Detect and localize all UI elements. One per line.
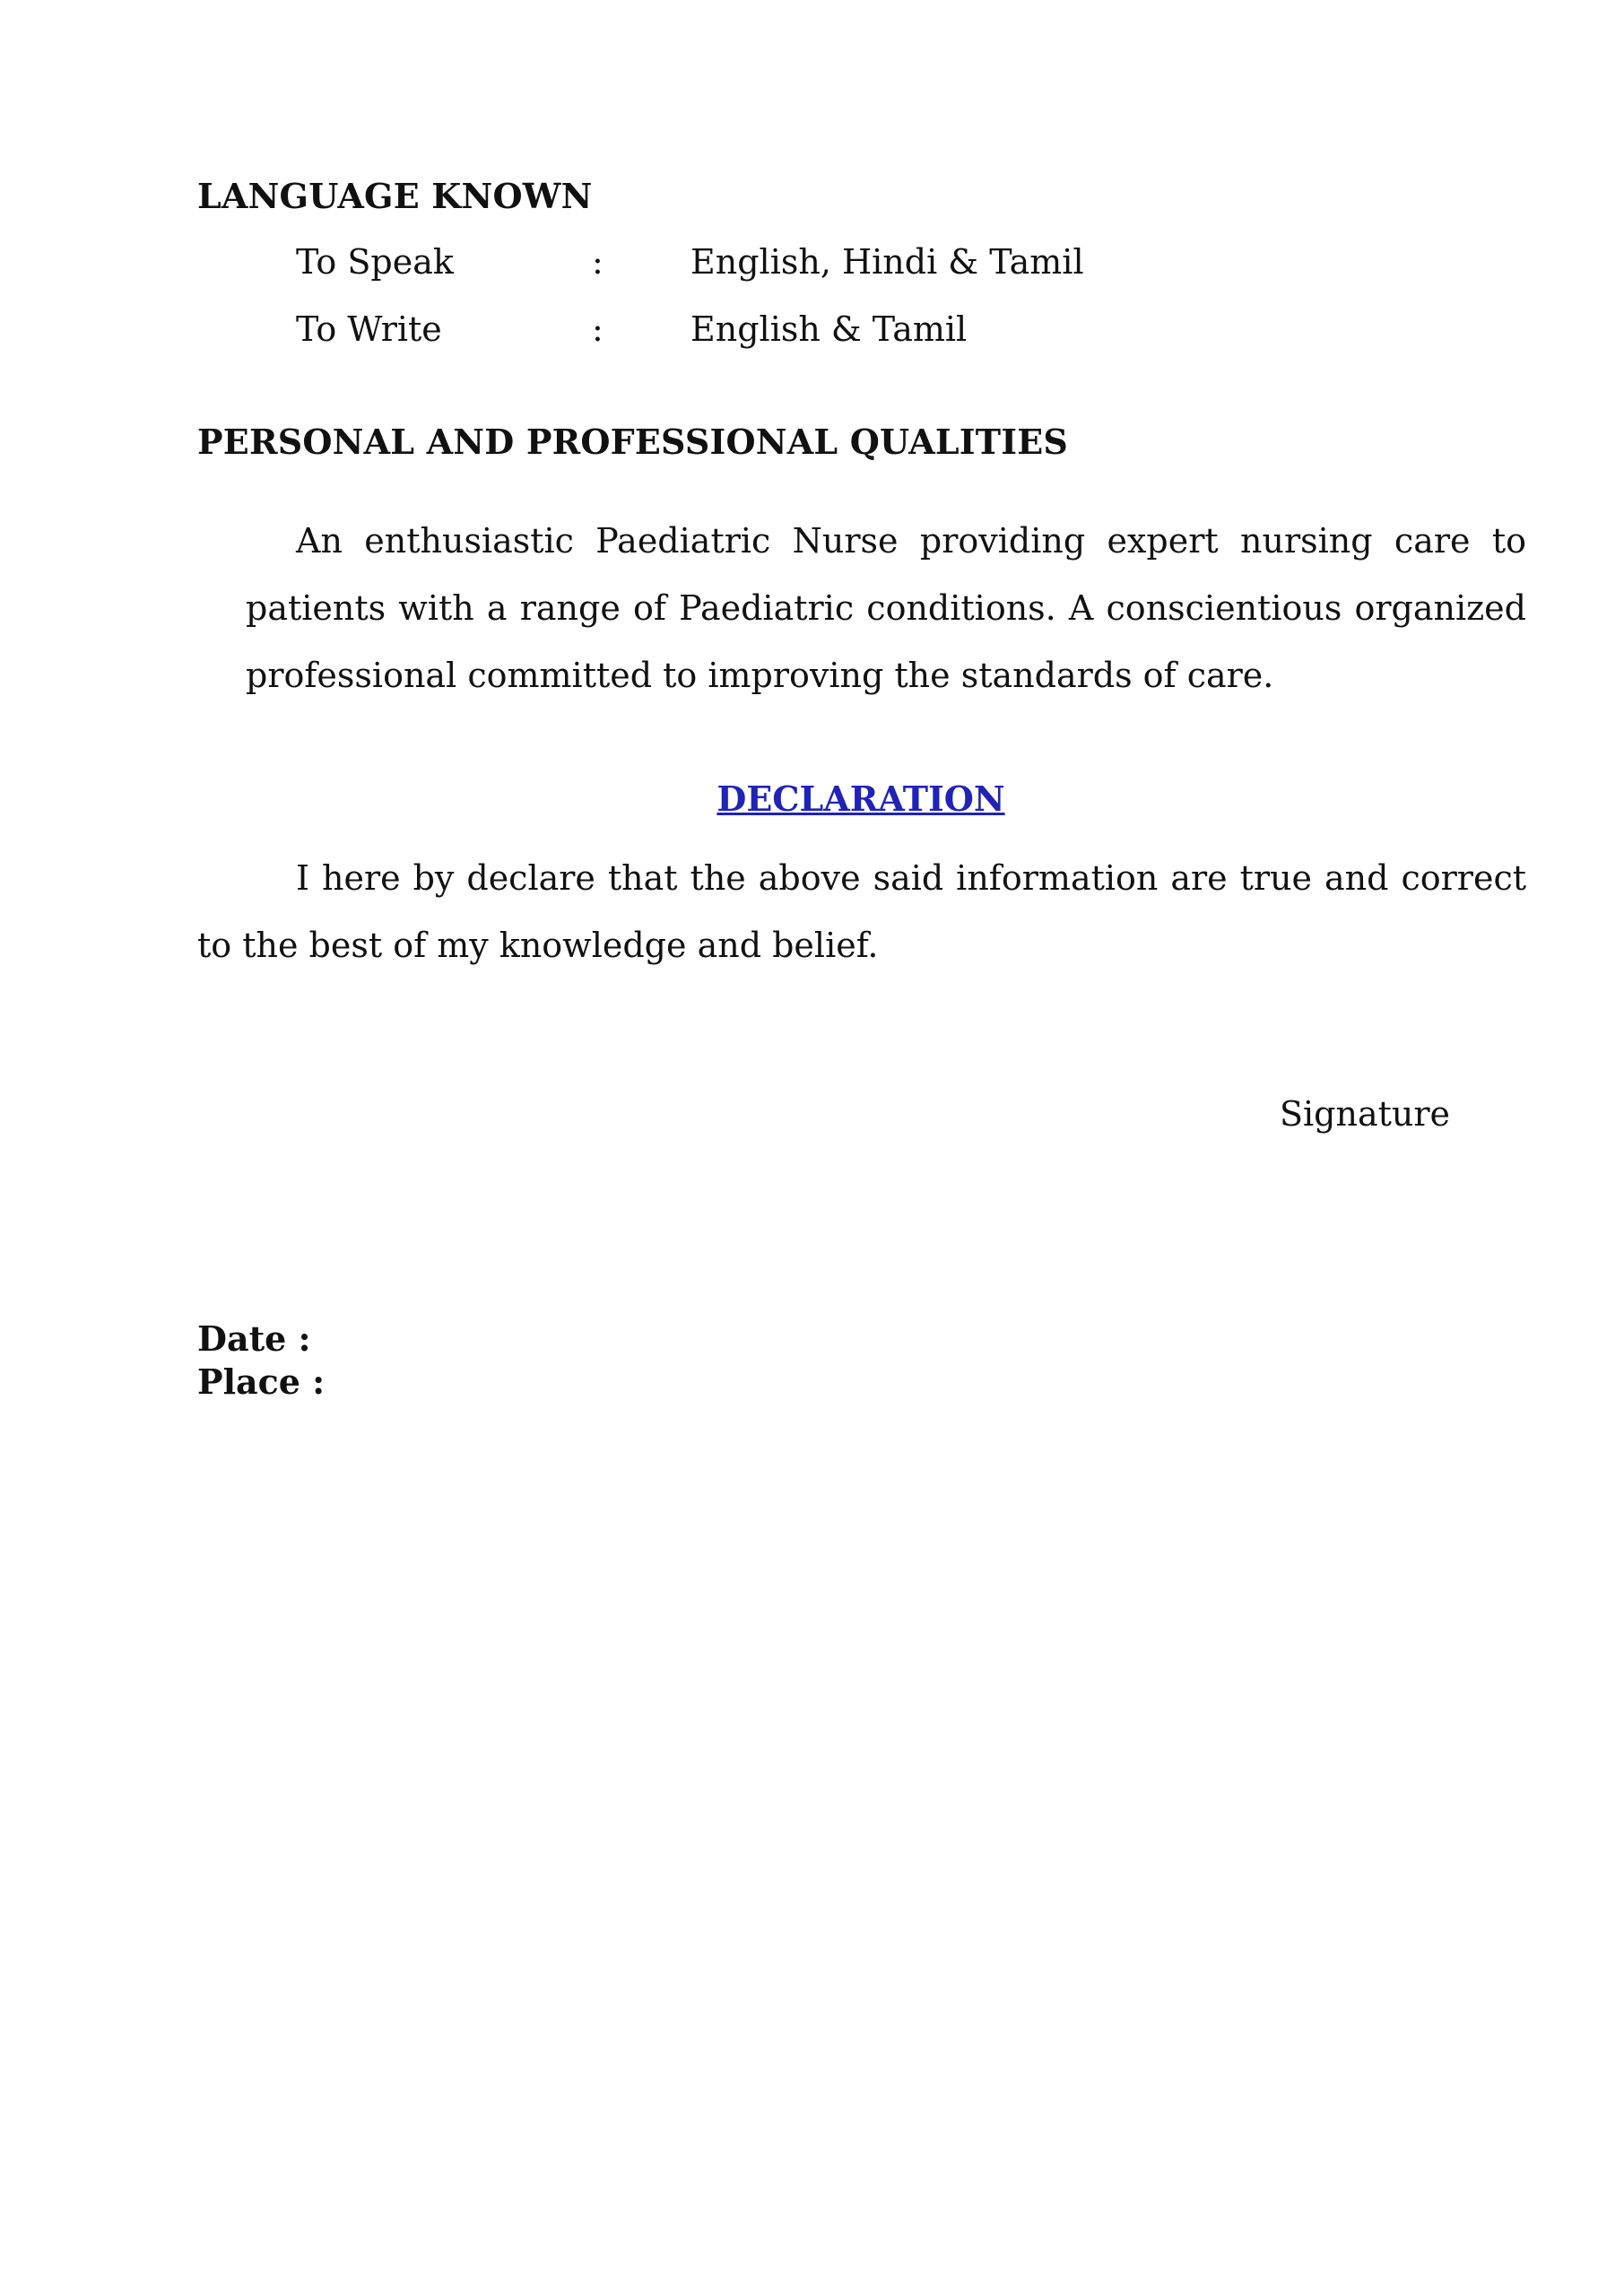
language-row-label: To Speak bbox=[296, 242, 454, 282]
language-row-separator: : bbox=[592, 309, 604, 349]
language-row-label: To Write bbox=[296, 309, 442, 349]
language-row-speak bbox=[296, 242, 1372, 287]
qualities-heading: PERSONAL AND PROFESSIONAL QUALITIES bbox=[197, 422, 1069, 462]
language-row-value: English, Hindi & Tamil bbox=[690, 242, 1084, 282]
language-known-heading: LANGUAGE KNOWN bbox=[197, 176, 593, 216]
declaration-paragraph: I here by declare that the above said information are true and correct to the best of my knowledge and belief. bbox=[197, 858, 1526, 965]
date-label: Date : bbox=[197, 1318, 311, 1359]
language-row-separator: : bbox=[592, 242, 604, 282]
declaration-heading: DECLARATION bbox=[716, 778, 1005, 819]
language-row-write bbox=[296, 309, 1372, 354]
language-row-value: English & Tamil bbox=[690, 309, 968, 349]
qualities-paragraph: An enthusiastic Paediatric Nurse providing expert nursing care to patients with a range of Paediatric conditions. A conscientious organized professional committed to improving the standards of care. bbox=[246, 521, 1526, 695]
signature-label: Signature bbox=[1280, 1094, 1451, 1134]
place-label: Place : bbox=[197, 1361, 326, 1402]
